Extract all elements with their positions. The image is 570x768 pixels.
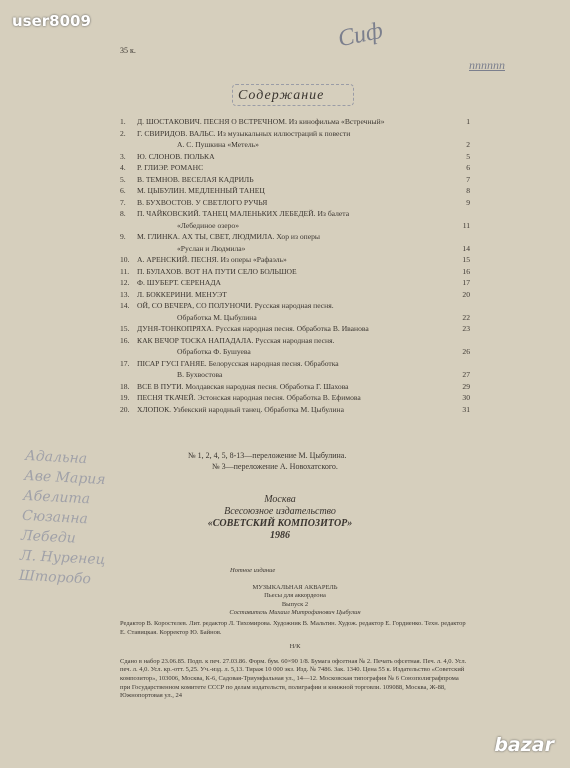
- toc-title: Обработка Ф. Бушуева: [177, 347, 251, 356]
- handwritten-line: Лебеди: [20, 527, 77, 547]
- table-of-contents: [120, 116, 470, 415]
- toc-page: 15: [462, 255, 470, 264]
- toc-page: 7: [466, 174, 470, 184]
- toc-row: [120, 220, 470, 232]
- toc-title: ПІСАР ГУСІ ГАНЯЕ. Белорусская народная песня. Обработка: [137, 358, 339, 368]
- toc-number: 16.: [120, 335, 130, 345]
- toc-page: 30: [462, 393, 470, 402]
- publisher-name: «СОВЕТСКИЙ КОМПОЗИТОР»: [207, 518, 353, 529]
- toc-row: [120, 289, 470, 301]
- toc-number: 9.: [120, 232, 126, 241]
- handwritten-line: Шторобо: [18, 567, 92, 588]
- toc-number: 19.: [120, 393, 130, 402]
- watermark-site: bazar: [494, 734, 554, 756]
- handwritten-line: Сюзанна: [21, 507, 89, 528]
- toc-row: [120, 335, 470, 347]
- toc-row: [120, 369, 470, 381]
- watermark-user: user8009: [12, 12, 91, 30]
- toc-title: «Лебединое озеро»: [177, 220, 240, 230]
- toc-title: А. АРЕНСКИЙ. ПЕСНЯ. Из оперы «Рафаэль»: [137, 255, 287, 264]
- toc-number: 11.: [120, 266, 130, 276]
- toc-title: Г. СВИРИДОВ. ВАЛЬС. Из музыкальных иллюстраций к повести: [137, 128, 351, 138]
- toc-number: 20.: [120, 404, 130, 414]
- publisher-year: 1986: [270, 530, 290, 541]
- colophon-book-title: МУЗЫКАЛЬНАЯ АКВАРЕЛЬ: [252, 583, 338, 591]
- page-number: 35 к.: [120, 46, 136, 55]
- toc-title: ДУНЯ-ТОНКОПРЯХА. Русская народная песня. Обработка В. Иванова: [137, 324, 369, 333]
- toc-row: [120, 197, 470, 209]
- toc-row: [120, 208, 470, 220]
- toc-row: [120, 381, 470, 393]
- arrangement-note-2: № 3—переложение А. Новохатского.: [212, 462, 338, 471]
- toc-row: [120, 323, 470, 335]
- toc-row: [120, 300, 470, 312]
- toc-number: 15.: [120, 324, 130, 333]
- toc-number: 18.: [120, 381, 130, 391]
- toc-page: 14: [462, 243, 470, 253]
- toc-row: [120, 174, 470, 186]
- toc-title: М. ГЛИНКА. АХ ТЫ, СВЕТ, ЛЮДМИЛА. Хор из оперы: [137, 232, 321, 241]
- toc-title: Д. ШОСТАКОВИЧ. ПЕСНЯ О ВСТРЕЧНОМ. Из кинофильма «Встречный»: [137, 117, 385, 126]
- colophon-compiler: Составитель Михаил Митрофанович Цыбулин: [229, 609, 361, 617]
- toc-page: 16: [462, 266, 470, 276]
- toc-number: 5.: [120, 174, 126, 184]
- toc-row: [120, 151, 470, 163]
- toc-page: 27: [462, 370, 470, 379]
- toc-row: [120, 312, 470, 324]
- colophon-editors: Редактор В. Коростелев. Лит. редактор Л. Тихомирова. Художник В. Мальтин. Худож. редактор Е. Гордиенко. Техн. редактор Е. Ставицкая. Корректор Ю. Байнов.: [120, 619, 466, 636]
- toc-number: 12.: [120, 278, 130, 287]
- toc-page: 6: [466, 163, 470, 172]
- colophon: [120, 567, 470, 701]
- toc-title: М. ЦЫБУЛИН. МЕДЛЕННЫЙ ТАНЕЦ: [137, 186, 265, 195]
- toc-row: [120, 404, 470, 416]
- toc-page: 2: [466, 140, 470, 149]
- toc-row: [120, 266, 470, 278]
- toc-number: 1.: [120, 117, 126, 126]
- toc-number: 2.: [120, 128, 126, 138]
- toc-number: 7.: [120, 197, 126, 207]
- toc-number: 4.: [120, 163, 126, 172]
- toc-page: 1: [466, 117, 470, 126]
- toc-number: 14.: [120, 301, 130, 310]
- toc-row: [120, 162, 470, 174]
- toc-page: 17: [462, 278, 470, 287]
- publisher-block: [180, 494, 380, 542]
- toc-title: «Руслан и Людмила»: [177, 243, 246, 253]
- handwritten-signature: Сиф: [335, 17, 386, 53]
- toc-title: Р. ГЛИЭР. РОМАНС: [137, 163, 204, 172]
- toc-page: 29: [462, 381, 470, 391]
- publisher-city: Москва: [264, 494, 296, 505]
- handwritten-line: Абелита: [22, 487, 91, 508]
- toc-row: [120, 139, 470, 151]
- toc-page: 8: [466, 186, 470, 195]
- toc-number: 6.: [120, 186, 126, 195]
- arrangement-note-1: № 1, 2, 4, 5, 8-13—переложение М. Цыбулина.: [188, 451, 347, 460]
- toc-row: [120, 346, 470, 358]
- toc-number: 13.: [120, 289, 130, 299]
- toc-title: КАК ВЕЧОР ТОСКА НАПАДАЛА. Русская народная песня.: [137, 335, 335, 345]
- toc-title: П. ЧАЙКОВСКИЙ. ТАНЕЦ МАЛЕНЬКИХ ЛЕБЕДЕЙ. Из балета: [137, 209, 350, 218]
- toc-page: 5: [466, 151, 470, 161]
- toc-row: [120, 392, 470, 404]
- toc-page: 31: [462, 404, 470, 414]
- handwritten-mark: пппппп: [469, 58, 505, 72]
- toc-title: ВСЕ В ПУТИ. Молдавская народная песня. Обработка Г. Шахова: [137, 381, 349, 391]
- toc-title: Обработка М. Цыбулина: [177, 312, 257, 322]
- toc-page: 9: [466, 197, 470, 207]
- colophon-subtitle: Пьесы для аккордеона: [264, 592, 326, 600]
- toc-title: ОЙ, СО ВЕЧЕРА, СО ПОЛУНОЧИ. Русская народная песня.: [137, 301, 334, 310]
- handwritten-line: Л. Нуренец: [19, 547, 106, 569]
- colophon-label: Нотное издание: [230, 567, 276, 574]
- toc-title: П. БУЛАХОВ. ВОТ НА ПУТИ СЕЛО БОЛЬШОЕ: [137, 266, 297, 276]
- toc-row: [120, 185, 470, 197]
- toc-page: 22: [462, 312, 470, 322]
- handwritten-line: Аве Мария: [23, 467, 106, 489]
- toc-title: ПЕСНЯ ТКАЧЕЙ. Эстонская народная песня. Обработка В. Ефимова: [137, 393, 361, 402]
- colophon-code: Н/К: [289, 643, 301, 651]
- toc-title: В. Бухвостова: [177, 370, 223, 379]
- colophon-issue: Выпуск 2: [281, 600, 309, 608]
- page-title: Содержание: [238, 88, 325, 103]
- toc-number: 10.: [120, 255, 130, 264]
- toc-title: В. ТЕМНОВ. ВЕСЕЛАЯ КАДРИЛЬ: [137, 174, 254, 184]
- toc-page: 23: [462, 324, 470, 333]
- toc-title: Ф. ШУБЕРТ. СЕРЕНАДА: [137, 278, 222, 287]
- toc-row: [120, 128, 470, 140]
- toc-title: Ю. СЛОНОВ. ПОЛЬКА: [137, 151, 215, 161]
- toc-page: 26: [462, 347, 470, 356]
- toc-row: [120, 243, 470, 255]
- toc-row: [120, 358, 470, 370]
- publisher-line1: Всесоюзное издательство: [224, 506, 336, 517]
- toc-title: Л. БОККЕРИНИ. МЕНУЭТ: [137, 289, 227, 299]
- toc-number: 8.: [120, 209, 126, 218]
- toc-row: [120, 254, 470, 266]
- handwritten-line: Адальна: [24, 447, 88, 468]
- toc-title: ХЛОПОК. Узбекский народный танец. Обработка М. Цыбулина: [137, 404, 344, 414]
- toc-number: 3.: [120, 151, 126, 161]
- toc-page: 11: [462, 220, 470, 230]
- toc-page: 20: [462, 289, 470, 299]
- toc-row: [120, 231, 470, 243]
- toc-row: [120, 277, 470, 289]
- colophon-imprint: Сдано в набор 23.06.85. Подп. к печ. 27.03.86. Форм. бум. 60×90 1/8. Бумага офсетная № 2. Печать офсетная. Печ. л. 4,0. Усл. печ. л. 4,0. Усл. кр.-отт. 5,25. Уч.-изд. л. 5,13. Тираж 10 000 экз. Изд. № 7486. Зак. 1340. Цена 55 к. Издательство «Советский композитор», 103006, Москва, К-6, Садовая-Триумфальная ул., 14—12. Московская типография № 6 Союзполиграфпрома при Государственном комитете СССР по делам издательств, полиграфии и книжной торговли. 109088, Москва, Ж-88, Южнопортовая ул., 24: [120, 657, 467, 700]
- toc-title: А. С. Пушкина «Метель»: [177, 140, 259, 149]
- toc-row: [120, 116, 470, 128]
- toc-title: В. БУХВОСТОВ. У СВЕТЛОГО РУЧЬЯ: [137, 197, 268, 207]
- toc-number: 17.: [120, 358, 130, 368]
